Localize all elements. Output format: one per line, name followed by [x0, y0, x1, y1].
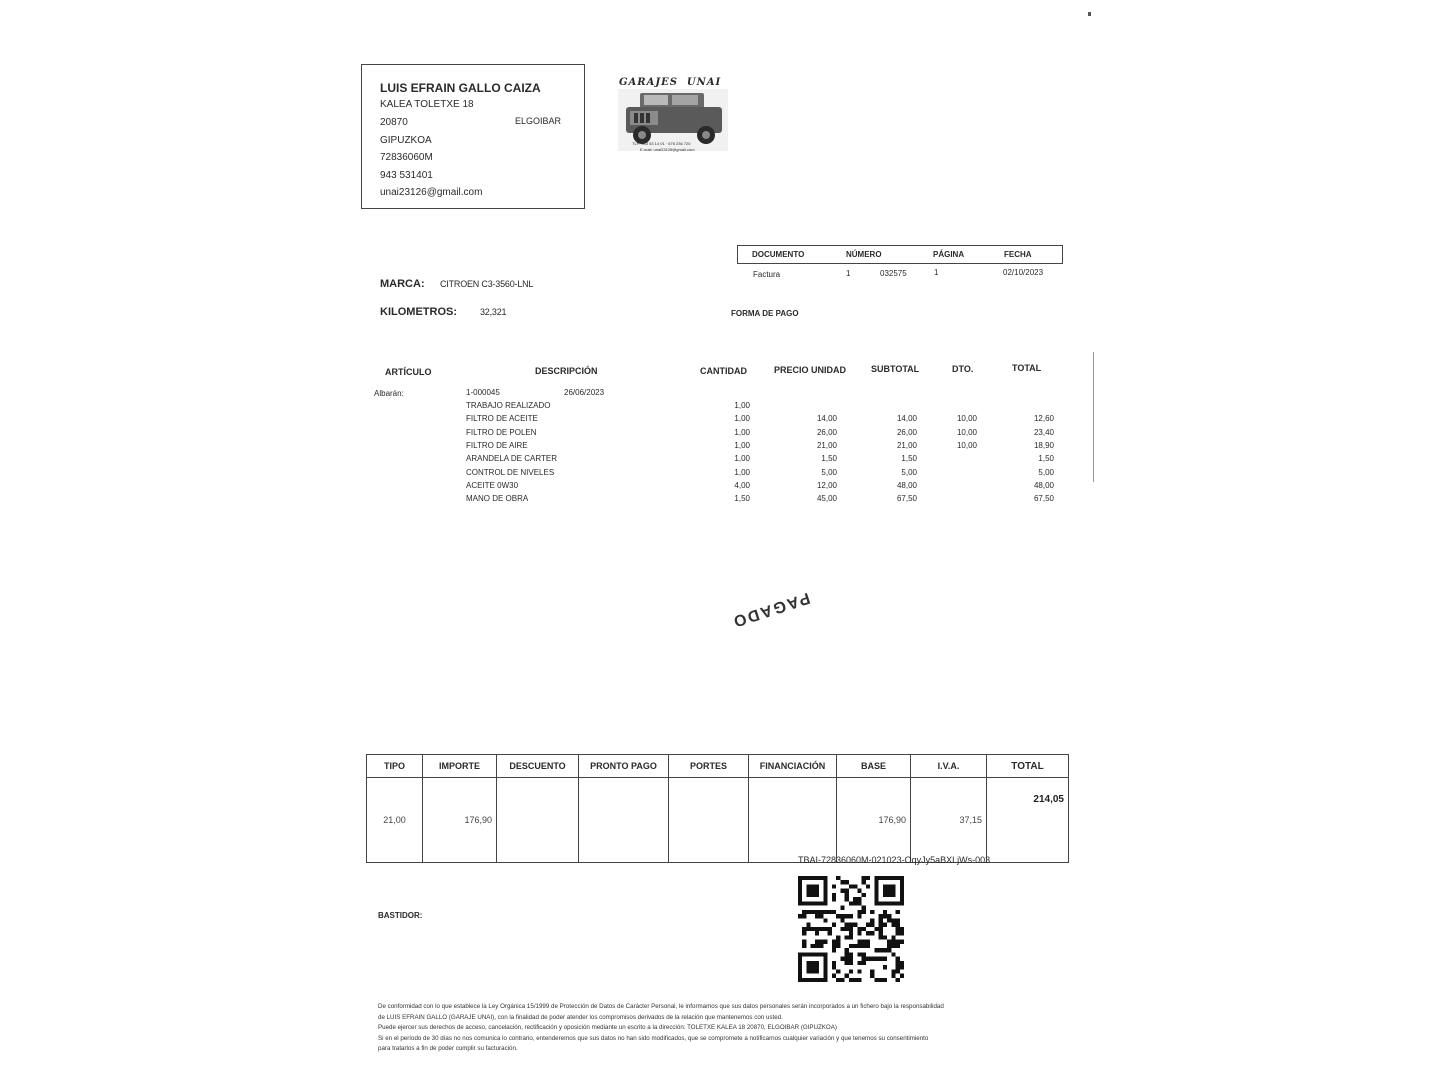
document-header-box [737, 245, 1063, 264]
legal-line: de LUIS EFRAIN GALLO (GARAJE UNAI), con la finalidad de poder atender los compromisos derivados de la relación que mantenemos con usted. [378, 1013, 783, 1021]
item-total: 23,40 [1033, 428, 1054, 437]
item-description: MANO DE OBRA [466, 494, 529, 503]
doc-header-numero: NÚMERO [846, 250, 882, 259]
item-description: CONTROL DE NIVELES [466, 468, 555, 477]
doc-series: 1 [846, 269, 851, 278]
item-qty: 1,00 [734, 454, 750, 463]
item-qty: 4,00 [734, 481, 750, 490]
customer-city: ELGOIBAR [515, 116, 562, 126]
col-header-qty: CANTIDAD [700, 366, 747, 376]
item-subtotal: 26,00 [896, 428, 917, 437]
col-header-discount: DTO. [952, 364, 974, 374]
totals-header-iva: I.V.A. [911, 755, 987, 778]
totals-iva: 37,15 [911, 778, 987, 863]
doc-number: 032575 [880, 269, 907, 278]
totals-header-total: TOTAL [987, 755, 1069, 778]
item-total: 18,90 [1033, 441, 1054, 450]
item-description: ACEITE 0W30 [466, 481, 519, 490]
item-subtotal: 5,00 [901, 468, 917, 477]
totals-table [366, 754, 1069, 863]
doc-type: Factura [753, 270, 781, 279]
totals-header-pronto-pago: PRONTO PAGO [579, 755, 669, 778]
legal-line: Puede ejercer sus derechos de acceso, cancelación, rectificación y oposición mediante un escrito a la dirección: TOLETXE KALEA 18 20870, ELGOIBAR (GIPUZKOA) [378, 1024, 837, 1031]
totals-header-portes: PORTES [669, 755, 749, 778]
col-header-total: TOTAL [1012, 363, 1042, 373]
scan-line [1093, 352, 1094, 482]
item-unit-price: 26,00 [816, 428, 837, 437]
item-qty: 1,00 [734, 414, 750, 423]
bastidor-label: BASTIDOR: [378, 911, 423, 920]
item-total: 48,00 [1033, 481, 1054, 490]
doc-header-fecha: FECHA [1004, 250, 1032, 259]
customer-nif: 72836060M [380, 152, 433, 163]
item-unit-price: 21,00 [816, 441, 837, 450]
customer-email: unai23126@gmail.com [380, 187, 483, 198]
customer-province: GIPUZKOA [380, 135, 432, 146]
item-total: 67,50 [1033, 494, 1054, 503]
customer-name: LUIS EFRAIN GALLO CAIZA [380, 81, 541, 95]
marca-label: MARCA: [380, 278, 425, 290]
albaran-date: 26/06/2023 [564, 388, 605, 397]
doc-date: 02/10/2023 [1003, 268, 1044, 277]
item-subtotal: 14,00 [896, 414, 917, 423]
item-qty: 1,00 [734, 441, 750, 450]
totals-importe: 176,90 [423, 778, 497, 863]
item-discount: 10,00 [956, 441, 977, 450]
col-header-article: ARTÍCULO [385, 367, 432, 377]
km-value: 32,321 [480, 307, 507, 317]
item-total: 5,00 [1038, 468, 1054, 477]
legal-line: De conformidad con lo que establece la Ley Orgánica 15/1999 de Protección de Datos de Carácter Personal, le informamos que sus datos personales serán incorporados a un fichero bajo la responsabilidad [378, 1003, 944, 1010]
item-description: FILTRO DE AIRE [466, 441, 528, 450]
albaran-label: Albarán: [374, 389, 404, 398]
item-discount: 10,00 [956, 428, 977, 437]
qr-code [798, 876, 904, 982]
marca-value: CITROEN C3-3560-LNL [440, 279, 534, 289]
item-description: FILTRO DE POLEN [466, 428, 537, 437]
item-total: 1,50 [1038, 454, 1054, 463]
item-unit-price: 5,00 [821, 468, 837, 477]
albaran-number: 1-000045 [466, 388, 500, 397]
totals-header-financiacion: FINANCIACIÓN [749, 755, 837, 778]
legal-line: para tratarlos a fin de poder cumplir su facturación. [378, 1045, 518, 1052]
item-unit-price: 45,00 [816, 494, 837, 503]
col-header-description: DESCRIPCIÓN [535, 366, 598, 376]
totals-header-descuento: DESCUENTO [497, 755, 579, 778]
item-subtotal: 21,00 [896, 441, 917, 450]
col-header-unit-price: PRECIO UNIDAD [774, 365, 847, 375]
logo-tel: TLF: 943 53 14 01 · 676 236 720 [632, 141, 691, 146]
item-subtotal: 48,00 [896, 481, 917, 490]
doc-header-documento: DOCUMENTO [752, 250, 805, 259]
legal-notice [378, 1002, 1066, 1055]
totals-header-base: BASE [837, 755, 911, 778]
item-qty: 1,50 [734, 494, 750, 503]
item-unit-price: 1,50 [821, 454, 837, 463]
customer-phone: 943 531401 [380, 170, 433, 181]
item-subtotal: 67,50 [896, 494, 917, 503]
item-qty: 1,00 [734, 401, 750, 410]
totals-portes [669, 778, 749, 863]
logo-email: E-mail: unai23126@gmail.com [640, 147, 695, 152]
col-header-subtotal: SUBTOTAL [871, 364, 920, 374]
customer-street: KALEA TOLETXE 18 [380, 99, 474, 110]
customer-postal: 20870 [380, 117, 408, 128]
km-label: KILOMETROS: [380, 306, 457, 318]
item-description: TRABAJO REALIZADO [466, 401, 551, 410]
logo-brand: GARAJES UNAI [619, 77, 722, 88]
totals-descuento [497, 778, 579, 863]
item-discount: 10,00 [956, 414, 977, 423]
paid-stamp: PAGADO [729, 588, 812, 631]
item-qty: 1,00 [734, 468, 750, 477]
item-description: FILTRO DE ACEITE [466, 414, 538, 423]
totals-pronto-pago [579, 778, 669, 863]
totals-header-tipo: TIPO [367, 755, 423, 778]
item-unit-price: 14,00 [816, 414, 837, 423]
garage-logo [614, 76, 732, 162]
totals-base: 176,90 [837, 778, 911, 863]
item-unit-price: 12,00 [816, 481, 837, 490]
item-qty: 1,00 [734, 428, 750, 437]
totals-total: 214,05 [987, 778, 1069, 863]
item-description: ARANDELA DE CARTER [466, 454, 557, 463]
doc-header-pagina: PÁGINA [933, 250, 965, 259]
customer-box [361, 64, 585, 209]
totals-tipo: 21,00 [367, 778, 423, 863]
totals-header-importe: IMPORTE [423, 755, 497, 778]
item-total: 12,60 [1033, 414, 1054, 423]
item-subtotal: 1,50 [901, 454, 917, 463]
doc-page: 1 [934, 268, 939, 277]
scan-mark [1088, 12, 1091, 16]
tbai-code: TBAI-72836060M-021023-OqyJy5aBXLjWs-003 [798, 855, 991, 865]
legal-line: Si en el período de 30 días no nos comunica lo contrario, entenderemos que sus datos no han sido modificados, que se compromete a notificarnos cualquier variación y que tenemos su consentimiento [378, 1034, 929, 1042]
payment-label: FORMA DE PAGO [731, 309, 799, 318]
totals-financiacion [749, 778, 837, 863]
